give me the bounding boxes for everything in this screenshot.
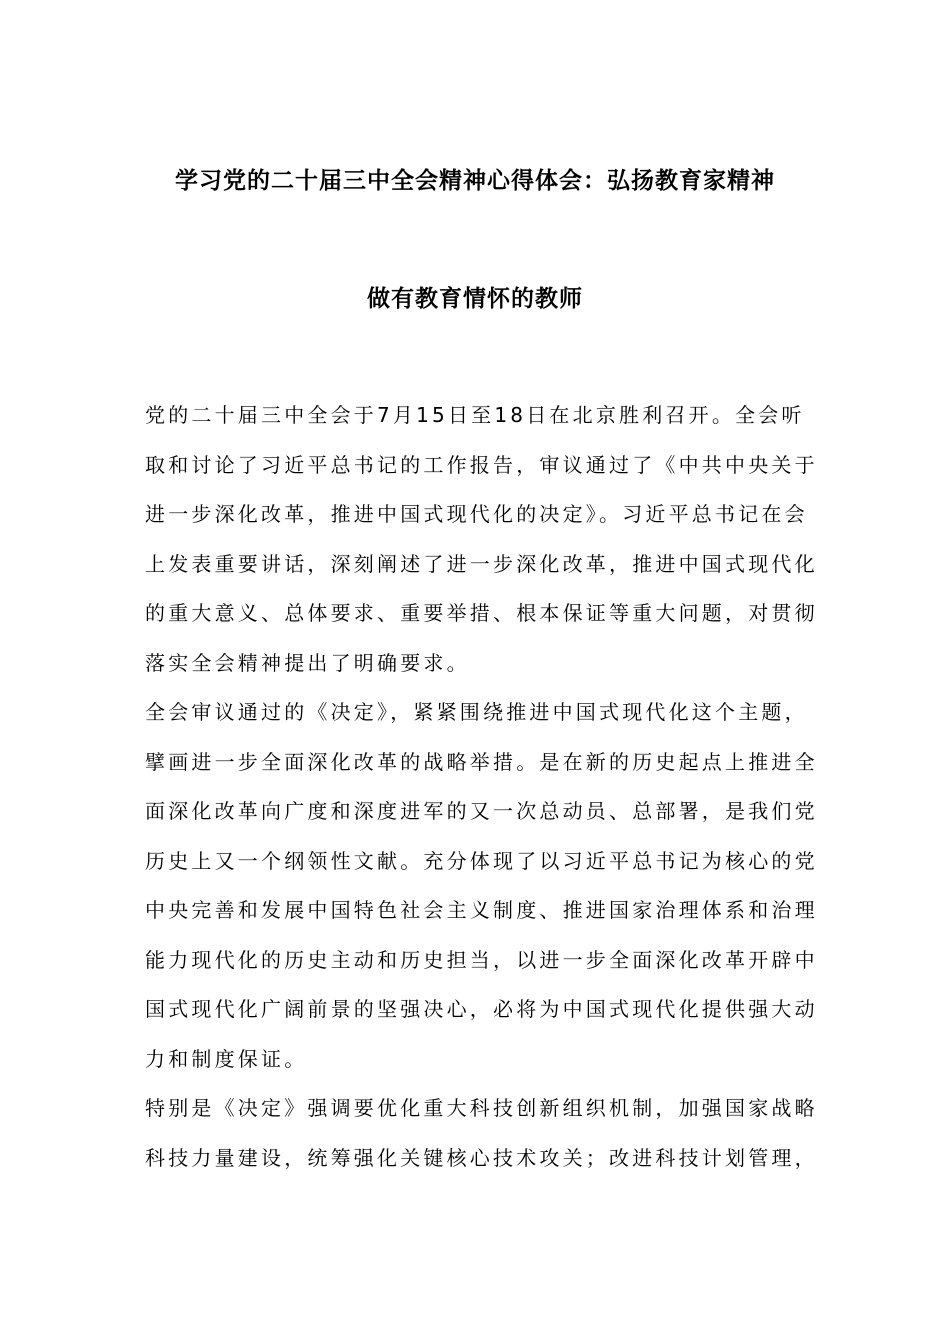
body-line: 全会审议通过的《决定》，紧紧围绕推进中国式现代化这个主题， [145, 700, 808, 724]
body-line: 上发表重要讲话，深刻阐述了进一步深化改革，推进中国式现代化 [145, 551, 818, 576]
body-line: 历史上又一个纲领性文献。充分体现了以习近平总书记为核心的党 [145, 848, 818, 873]
body-line: 的重大意义、总体要求、重要举措、根本保证等重大问题，对贯彻 [145, 601, 818, 625]
body-line: 面深化改革向广度和深度进军的又一次总动员、总部署，是我们党 [145, 799, 818, 823]
body-line: 特别是《决定》强调要优化重大科技创新组织机制，加强国家战略 [145, 1096, 818, 1120]
body-line: 进一步深化改革，推进中国式现代化的决定》。习近平总书记在会 [145, 502, 808, 526]
body-line: 党的二十届三中全会于7月15日至18日在北京胜利召开。全会听 [145, 403, 805, 427]
body-line: 擘画进一步全面深化改革的战略举措。是在新的历史起点上推进全 [145, 749, 818, 774]
document-title-line-2: 做有教育情怀的教师 [367, 286, 583, 312]
document-title-line-1: 学习党的二十届三中全会精神心得体会：弘扬教育家精神 [175, 168, 775, 194]
body-line: 落实全会精神提出了明确要求。 [145, 650, 470, 675]
body-line: 取和讨论了习近平总书记的工作报告，审议通过了《中共中央关于 [145, 452, 818, 477]
body-line: 能力现代化的历史主动和历史担当，以进一步全面深化改革开辟中 [145, 947, 818, 972]
body-line: 科技力量建设，统筹强化关键核心技术攻关；改进科技计划管理， [145, 1145, 818, 1170]
body-line: 国式现代化广阔前景的坚强决心，必将为中国式现代化提供强大动 [145, 997, 818, 1021]
body-line: 力和制度保证。 [145, 1046, 308, 1071]
body-line: 中央完善和发展中国特色社会主义制度、推进国家治理体系和治理 [145, 898, 818, 922]
document-body [145, 395, 818, 1187]
